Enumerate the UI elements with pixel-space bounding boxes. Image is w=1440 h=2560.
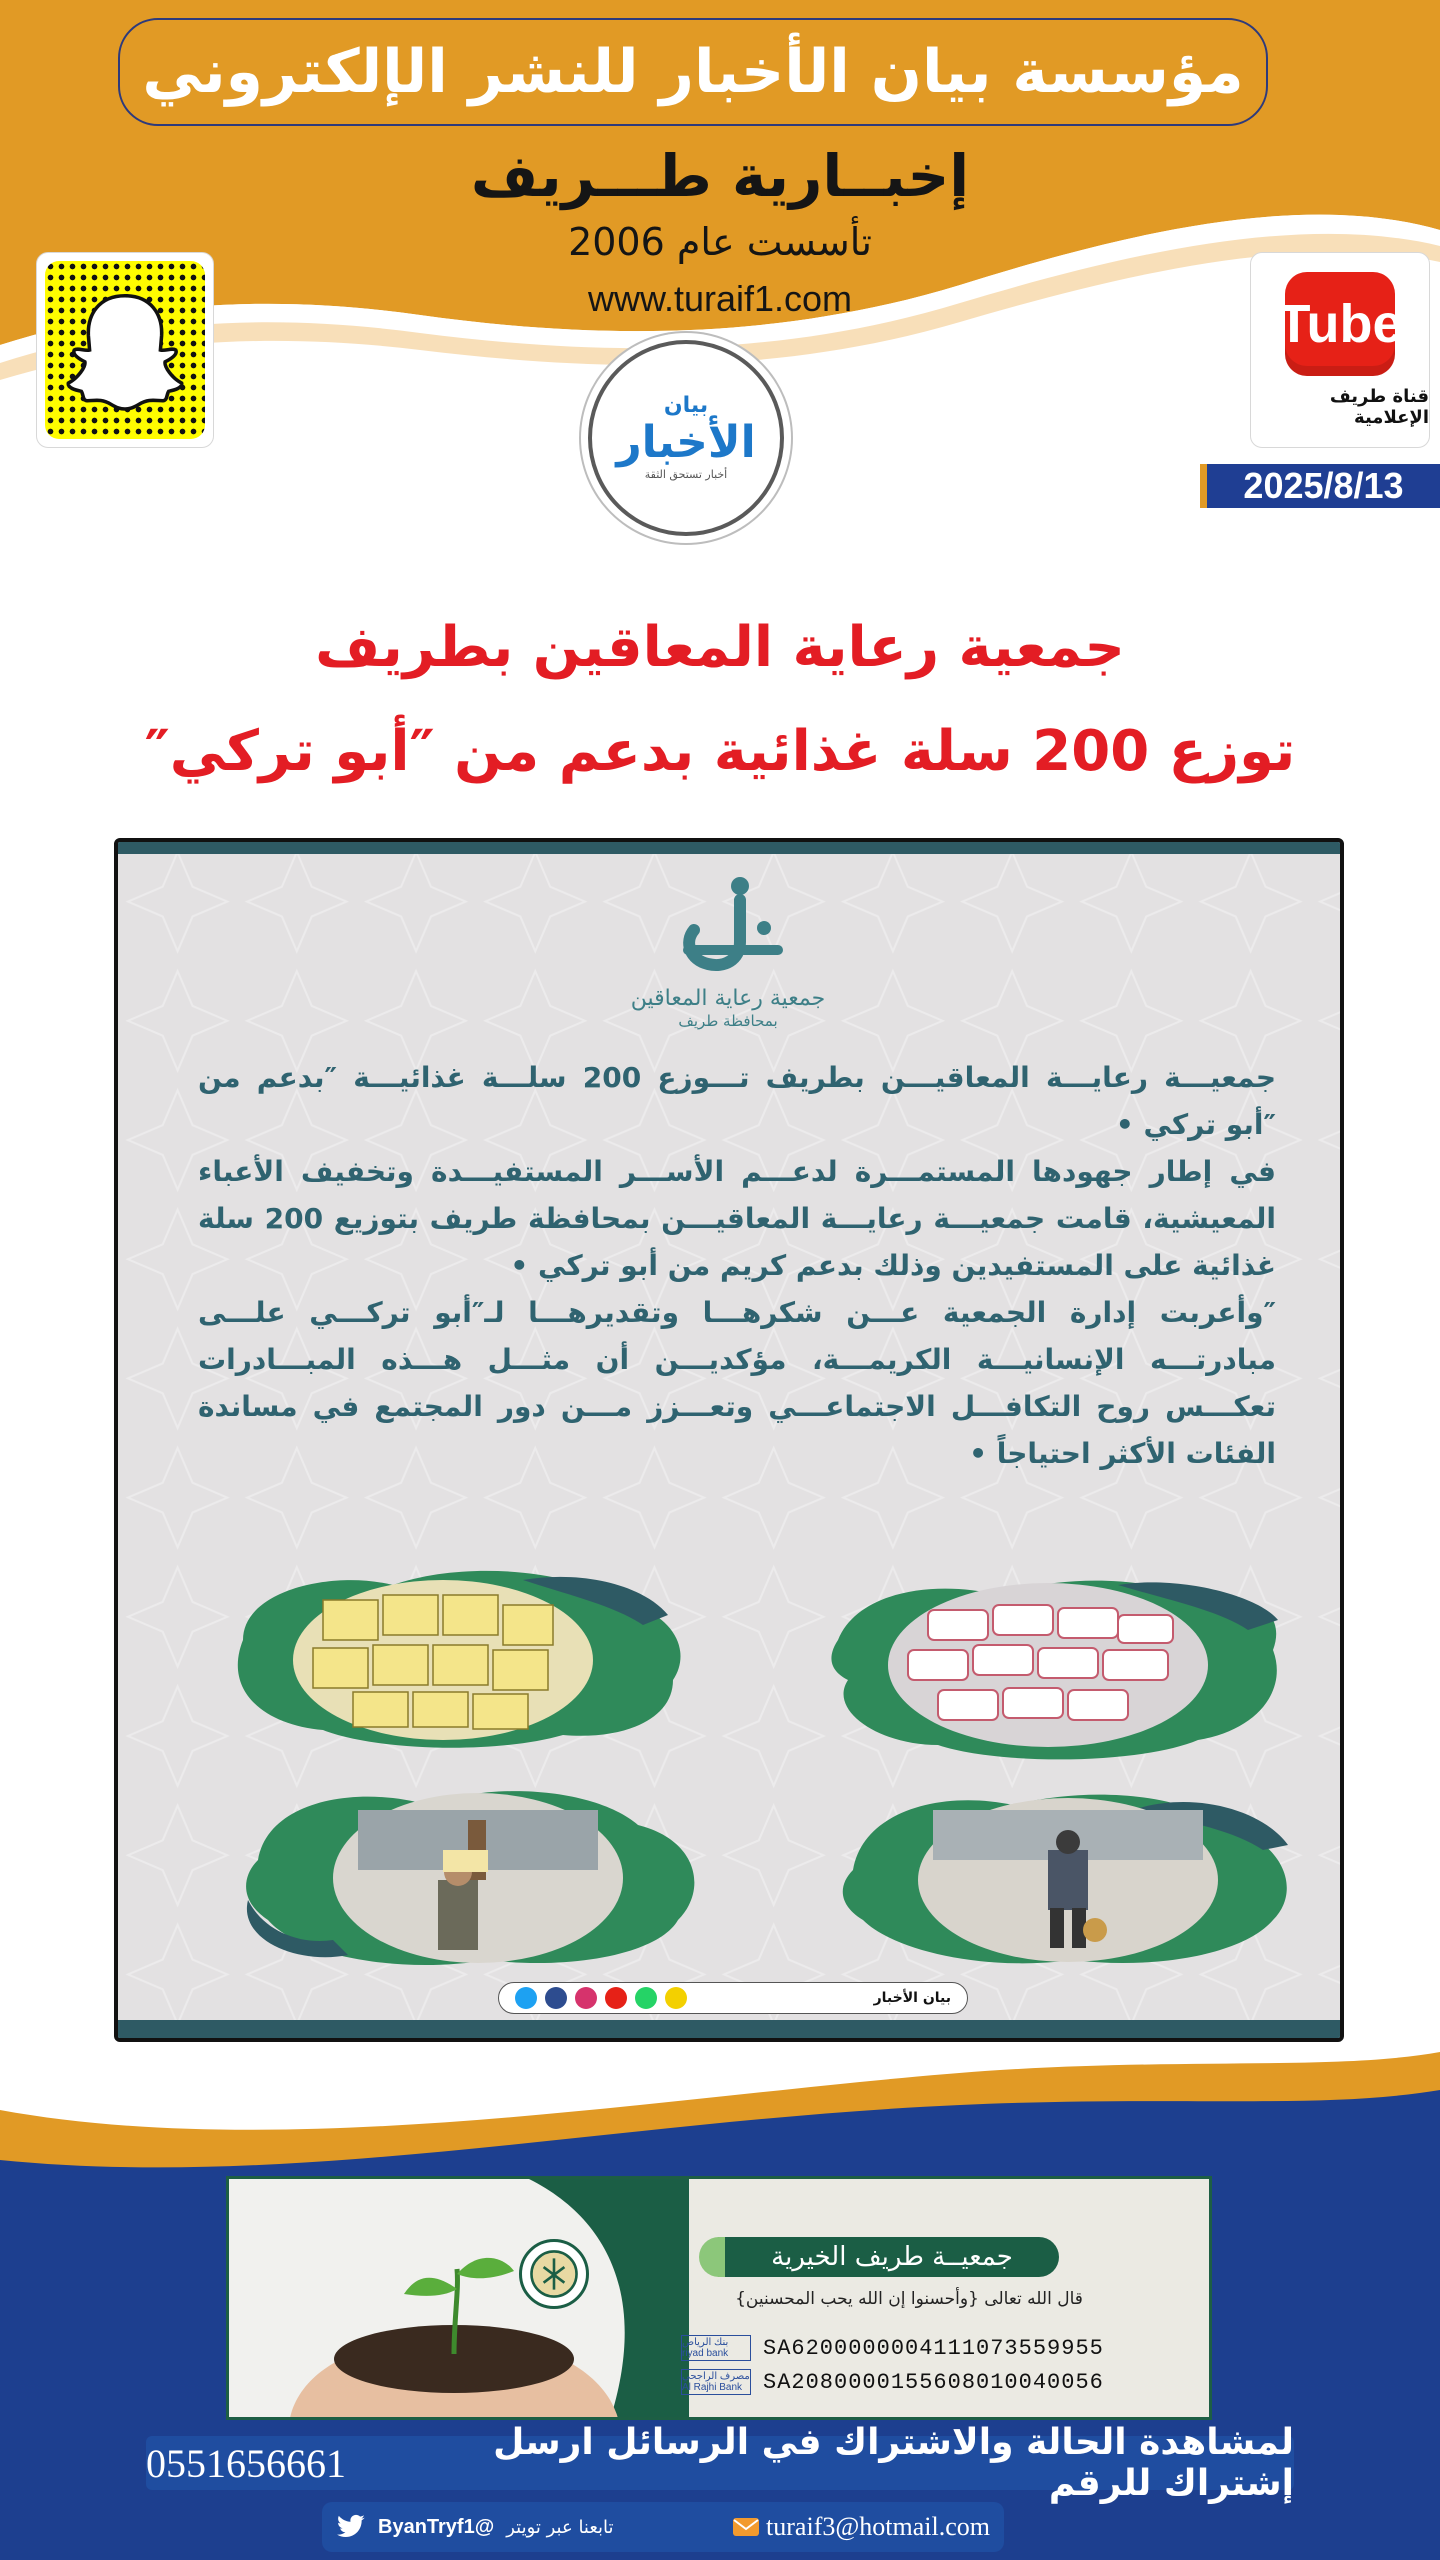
org-title: مؤسسة بيان الأخبار للنشر الإلكتروني [118, 18, 1268, 126]
twitter-icon[interactable] [515, 1987, 537, 2009]
brand-name: إخبــارية طـــريف [470, 142, 970, 210]
association-logo [598, 872, 858, 1052]
twitter-handle: ByanTryf1@ [378, 2515, 495, 2538]
flyer-paragraph: في إطار جهودها المستمـــرة لدعـــم الأســـر المستفيـــدة وتخفيف الأعباء المعيشية، قامت جمعيـــة رعايـــة المعاقيـــن بمحافظة طريف بتوزيع 200 سلة غذائية على المستفيدين وذلك بدعم كريم من أبو تركي • [198, 1155, 1276, 1282]
logo-tagline: أخبار تستحق الثقة [644, 468, 728, 481]
flyer-paragraph: ″وأعربت إدارة الجمعية عـــن شكرهـــا وتقديرهـــا لـ″أبو تركـــي علـــى مبادرتـــه الإنسانيـــة الكريمـــة، مؤكديـــن أن مثـــل هـــذه المبـــادرات تعكـــس روح التكافـــل الاجتماعـــي وتعـــزز مـــن دور المجتمع في مساندة الفئات الأكثر احتياجاً • [198, 1296, 1276, 1470]
logo-main-text: الأخبار [616, 417, 756, 468]
bank-row-rajhi [681, 2367, 1141, 2397]
headline-line-1: جمعية رعاية المعاقين بطريف [315, 615, 1125, 680]
whatsapp-icon[interactable] [635, 1987, 657, 2009]
snapchat-icon [66, 288, 184, 412]
date-badge: 2025/8/13 [1200, 464, 1440, 508]
headline-line-2: توزع 200 سلة غذائية بدعم من ″أبو تركي″ [144, 719, 1296, 784]
charity-ad-banner[interactable] [226, 2176, 1212, 2420]
twitter-icon [336, 2514, 366, 2540]
twitter-label: تابعنا عبر تويتر [506, 2516, 614, 2538]
subscribe-bar[interactable] [146, 2422, 1294, 2504]
site-logo[interactable] [588, 340, 784, 536]
social-icons [515, 1987, 687, 2009]
association-sub: بمحافظة طريف [678, 1012, 778, 1030]
charity-emblem-icon [519, 2239, 589, 2309]
snapcode-dots [45, 261, 205, 439]
twitter-group[interactable] [336, 2514, 614, 2540]
youtube-channel[interactable] [1250, 252, 1430, 448]
flyer-top-bar [118, 842, 1340, 854]
bank-row-riyad [681, 2333, 1141, 2363]
photo-food-boxes [223, 1560, 693, 1750]
brand-block [420, 138, 1020, 328]
snapchat-icon[interactable] [665, 1987, 687, 2009]
flyer-bottom-bar [118, 2020, 1340, 2038]
facebook-icon[interactable] [545, 1987, 567, 2009]
plant-hands-image [229, 2179, 689, 2420]
rajhi-bank-logo: مصرف الراجحي Al Rajhi Bank [682, 2371, 750, 2393]
youtube-icon[interactable] [605, 1987, 627, 2009]
subscribe-number[interactable]: 0551656661 [146, 2440, 346, 2486]
email-address: turaif3@hotmail.com [766, 2512, 990, 2541]
founded-text: تأسست عام 2006 [568, 220, 872, 264]
contact-bar [322, 2502, 1004, 2552]
social-label: بيان الأخبار [873, 1990, 951, 2006]
iban-riyad: SA6200000004111073559955 [763, 2335, 1104, 2361]
instagram-icon[interactable] [575, 1987, 597, 2009]
snapchat-code[interactable] [36, 252, 214, 448]
email-icon [732, 2517, 760, 2537]
youtube-icon: Tube [1285, 272, 1395, 376]
headline [140, 596, 1300, 804]
iban-rajhi: SA2080000155608010040056 [763, 2369, 1104, 2395]
photo-walking-man [833, 1780, 1303, 1970]
association-name: جمعية رعاية المعاقين [630, 986, 826, 1011]
association-emblem-icon [668, 872, 788, 982]
youtube-caption: قناة طريف الإعلامية [1329, 386, 1429, 428]
charity-title: جمعيــة طريف الخيرية [699, 2237, 1059, 2277]
subscribe-text: لمشاهدة الحالة والاشتراك في الرسائل ارسل إشتراك للرقم [493, 2422, 1294, 2504]
announcement-flyer [114, 838, 1344, 2042]
flyer-body [198, 1054, 1276, 1477]
photo-food-bags [818, 1570, 1288, 1760]
riyad-bank-logo: بنك الرياض riyad bank [681, 2335, 751, 2361]
flyer-paragraph: جمعيـــة رعايـــة المعاقيـــن بطريف تـــوزع 200 سلـــة غذائيـــة ″بدعم من ″أبو تركي • [198, 1061, 1277, 1141]
quran-verse: قال الله تعالى {وأحسنوا إن الله يحب المحسنين} [735, 2289, 1083, 2309]
flyer-social-strip [498, 1982, 968, 2014]
email-group[interactable] [732, 2512, 990, 2542]
logo-small-text: بيان [663, 393, 709, 418]
photo-delivery-man [238, 1780, 708, 1970]
website-link[interactable]: www.turaif1.com [587, 278, 853, 319]
